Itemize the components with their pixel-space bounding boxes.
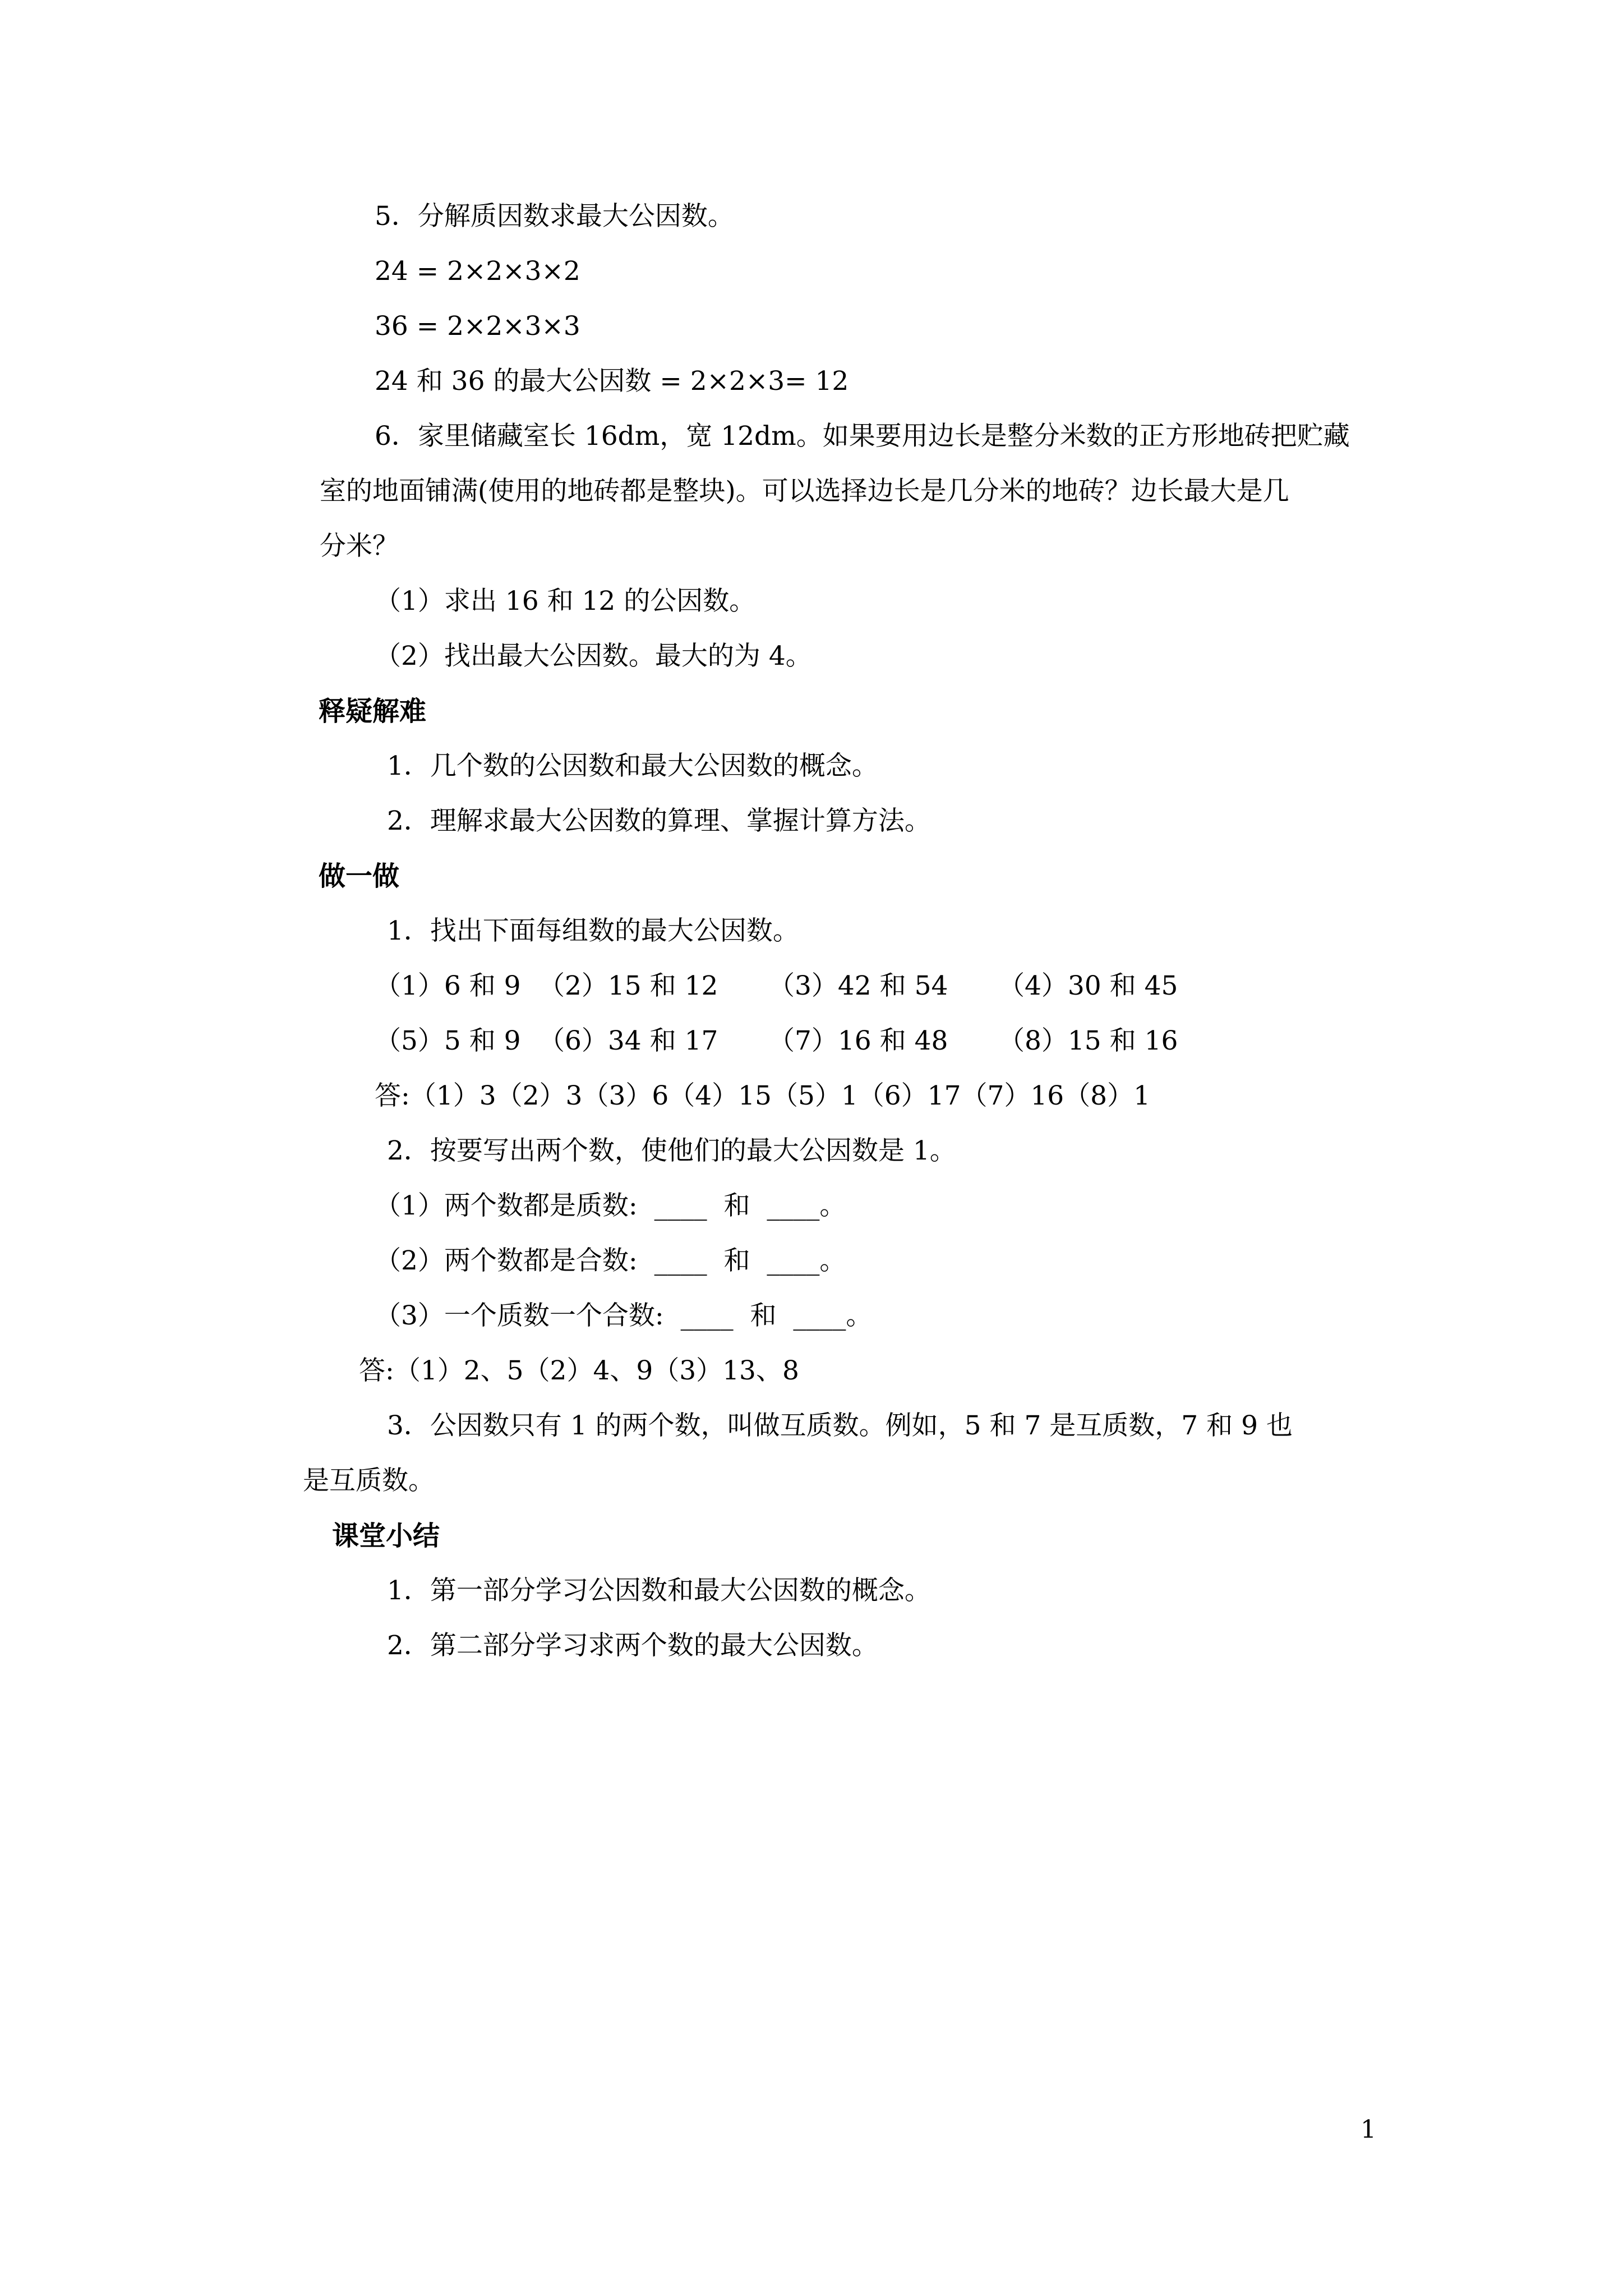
- q1-group-5: （5）5 和 9: [375, 1025, 521, 1056]
- practice-q3-line2: 是互质数。: [303, 1465, 435, 1496]
- practice-q2: 2．按要写出两个数，使他们的最大公因数是 1。: [387, 1135, 956, 1166]
- q2-item-2: （2）两个数都是合数: ____ 和 ____。: [375, 1245, 846, 1276]
- practice-q3-line1: 3．公因数只有 1 的两个数，叫做互质数。例如，5 和 7 是互质数，7 和 9 也: [387, 1410, 1293, 1441]
- heading-difficulties: 释疑解难: [319, 696, 427, 727]
- summary-item-1: 1．第一部分学习公因数和最大公因数的概念。: [387, 1575, 931, 1606]
- q1-answer: 答:（1）3（2）3（3）6（4）15（5）1（6）17（7）16（8）1: [375, 1080, 1150, 1111]
- q1-group-2: （2）15 和 12: [538, 970, 718, 1001]
- practice-q1: 1．找出下面每组数的最大公因数。: [387, 915, 799, 946]
- problem6-line3: 分米？: [320, 531, 399, 562]
- page-number: 1: [1361, 2115, 1376, 2144]
- equation-36: 36 = 2×2×3×3: [375, 311, 580, 342]
- heading-summary: 课堂小结: [332, 1520, 440, 1552]
- summary-item-2: 2．第二部分学习求两个数的最大公因数。: [387, 1630, 878, 1661]
- problem6-line2: 室的地面铺满(使用的地砖都是整块)。可以选择边长是几分米的地砖？边长最大是几: [320, 476, 1289, 507]
- q1-group-7: （7）16 和 48: [768, 1025, 948, 1056]
- q1-group-8: （8）15 和 16: [998, 1025, 1178, 1056]
- equation-gcd: 24 和 36 的最大公因数 = 2×2×3= 12: [375, 366, 849, 397]
- heading-practice: 做一做: [319, 861, 400, 892]
- equation-24: 24 = 2×2×3×2: [375, 256, 580, 287]
- problem6-step1: （1）求出 16 和 12 的公因数。: [375, 586, 756, 616]
- q2-item-3: （3）一个质数一个合数: ____ 和 ____。: [375, 1300, 873, 1331]
- q1-group-3: （3）42 和 54: [768, 970, 948, 1001]
- q2-answer: 答:（1）2、5（2）4、9（3）13、8: [359, 1355, 799, 1386]
- problem6-step2: （2）找出最大公因数。最大的为 4。: [375, 641, 812, 671]
- problem6-line1: 6．家里储藏室长 16dm，宽 12dm。如果要用边长是整分米数的正方形地砖把贮藏: [375, 421, 1350, 452]
- q1-group-6: （6）34 和 17: [538, 1025, 718, 1056]
- difficulty-item-1: 1．几个数的公因数和最大公因数的概念。: [387, 751, 878, 781]
- section5-title: 5．分解质因数求最大公因数。: [375, 201, 734, 232]
- difficulty-item-2: 2．理解求最大公因数的算理、掌握计算方法。: [387, 806, 931, 836]
- q2-item-1: （1）两个数都是质数: ____ 和 ____。: [375, 1190, 846, 1221]
- q1-group-1: （1）6 和 9: [375, 970, 521, 1001]
- q1-group-4: （4）30 和 45: [998, 970, 1178, 1001]
